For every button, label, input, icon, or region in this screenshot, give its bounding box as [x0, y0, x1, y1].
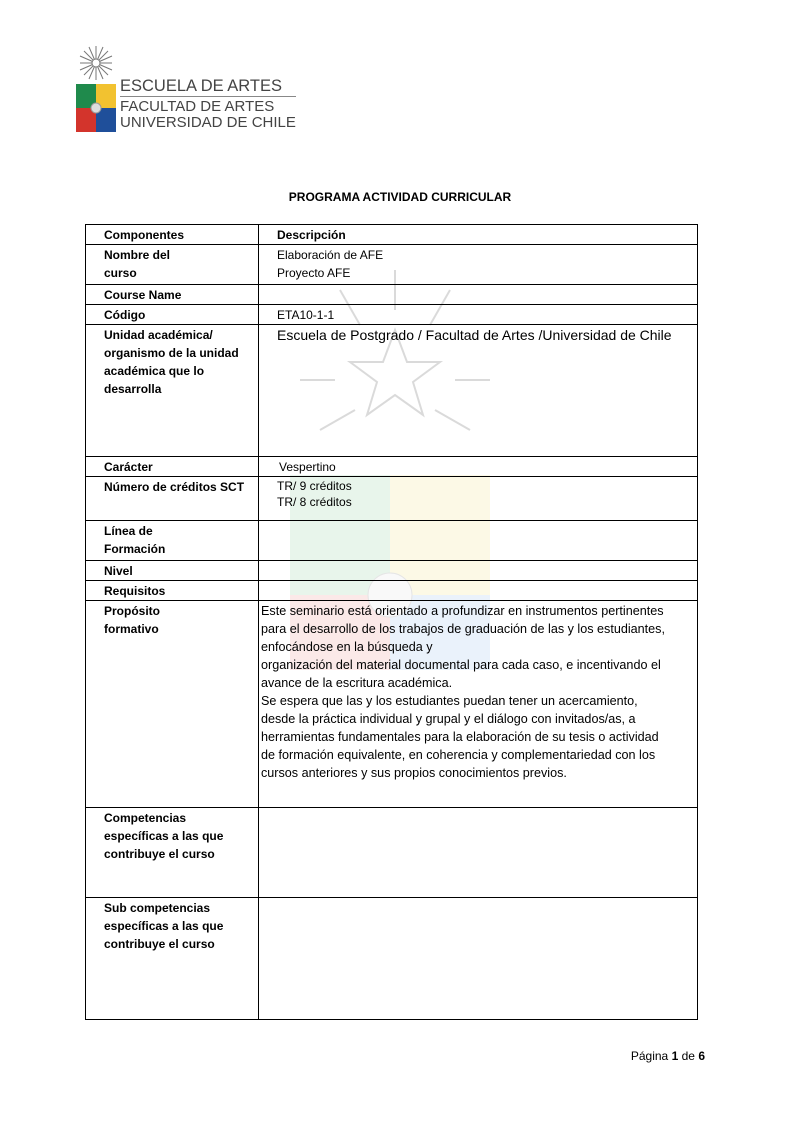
- value-linea: [259, 521, 698, 561]
- header-descripcion: Descripción: [259, 225, 698, 245]
- label-nivel: Nivel: [86, 561, 259, 581]
- value-proposito: Este seminario está orientado a profundizar en instrumentos pertinentes para el desarrollo de los trabajos de graduación de las y los estudiantes, enfocándose en la búsqueda y organización del material documental para cada caso, e incentivando el avance de la escritura académica. Se espera que las y los estudiantes puedan tener un acercamiento, desde la práctica individual y grupal y el diálogo con invitados/as, a herramientas fundamentales para la elaboración de su tesis o actividad de formación equivalente, en coherencia y complementariedad con los cursos anteriores y sus propios conocimientos previos.: [259, 601, 698, 808]
- label-proposito: Propósito formativo: [86, 601, 259, 808]
- value-unidad: Escuela de Postgrado / Facultad de Artes /Universidad de Chile: [259, 325, 698, 457]
- label-linea: Línea de Formación: [86, 521, 259, 561]
- label-creditos: Número de créditos SCT: [86, 477, 259, 521]
- page-number: Página 1 de 6: [630, 1049, 705, 1063]
- label-unidad: Unidad académica/ organismo de la unidad académica que lo desarrolla: [86, 325, 259, 457]
- logo-line-3: UNIVERSIDAD DE CHILE: [120, 114, 296, 131]
- document-title: PROGRAMA ACTIVIDAD CURRICULAR: [288, 190, 512, 204]
- header-componentes: Componentes: [86, 225, 259, 245]
- logo-line-2: FACULTAD DE ARTES: [120, 98, 275, 115]
- value-codigo: ETA10-1-1: [259, 305, 698, 325]
- value-sub-competencias: [259, 898, 698, 1020]
- logo-line-1: ESCUELA DE ARTES: [120, 78, 296, 97]
- value-course-name: [259, 285, 698, 305]
- value-nivel: [259, 561, 698, 581]
- label-caracter: Carácter: [86, 457, 259, 477]
- label-codigo: Código: [86, 305, 259, 325]
- label-requisitos: Requisitos: [86, 581, 259, 601]
- label-course-name: Course Name: [86, 285, 259, 305]
- value-requisitos: [259, 581, 698, 601]
- curriculum-table: [85, 224, 698, 1020]
- value-caracter: Vespertino: [259, 457, 698, 477]
- label-nombre: Nombre del curso: [86, 245, 259, 285]
- value-creditos: TR/ 9 créditos TR/ 8 créditos: [259, 477, 698, 521]
- label-competencias: Competencias específicas a las que contribuye el curso: [86, 808, 259, 898]
- value-nombre: Elaboración de AFE Proyecto AFE: [259, 245, 698, 285]
- value-competencias: [259, 808, 698, 898]
- label-sub-competencias: Sub competencias específicas a las que contribuye el curso: [86, 898, 259, 1020]
